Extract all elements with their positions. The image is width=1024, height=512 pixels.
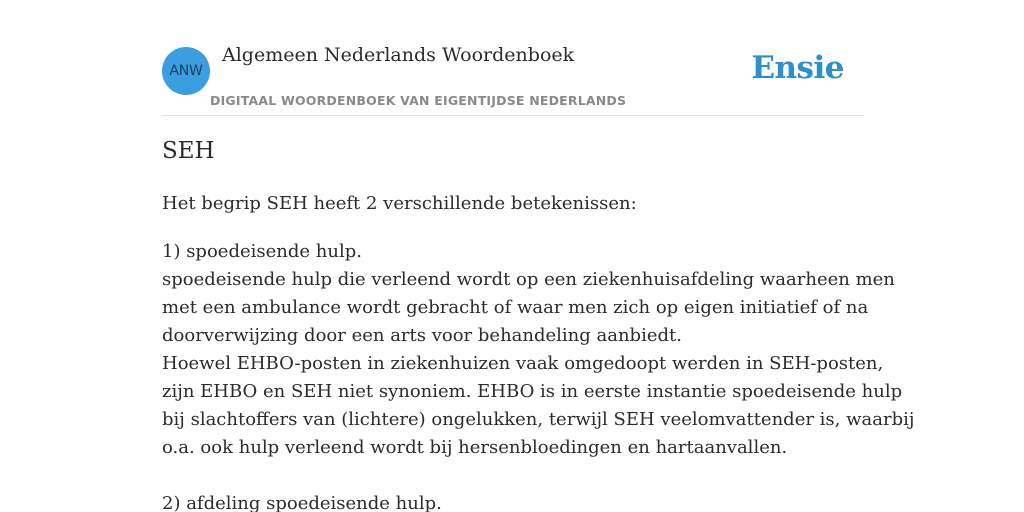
meaning-2-title: 2) afdeling spoedeisende hulp. (162, 493, 442, 512)
meaning-1-title: 1) spoedeisende hulp. (162, 241, 362, 262)
meaning-1-line: zijn EHBO en SEH niet synoniem. EHBO is in eerste instantie spoedeisende hulp (162, 381, 903, 402)
site-header (162, 0, 864, 116)
anw-logo[interactable]: ANW (162, 47, 210, 95)
meaning-1-line: met een ambulance wordt gebracht of waar men zich op eigen initiatief of na (162, 297, 869, 318)
meaning-1-line: bij slachtoffers van (lichtere) ongelukken, terwijl SEH veelomvattender is, waarbij (162, 409, 915, 430)
term-heading: SEH (162, 138, 215, 164)
meaning-1-line: doorverwijzing door een arts voor behandeling aanbiedt. (162, 325, 682, 346)
meaning-separator (162, 462, 877, 490)
content-container (162, 0, 915, 512)
meaning-1-line: Hoewel EHBO-posten in ziekenhuizen vaak omgedoopt werden in SEH-posten, (162, 353, 884, 374)
ensie-brand-link[interactable]: Ensie (751, 50, 844, 86)
meaning-1-line: o.a. ook hulp verleend wordt bij hersenbloedingen en hartaanvallen. (162, 437, 788, 458)
definitions (162, 238, 915, 512)
meanings-intro: Het begrip SEH heeft 2 verschillende betekenissen: (162, 193, 637, 214)
site-title[interactable]: Algemeen Nederlands Woordenboek (222, 44, 575, 66)
meaning-1-line: spoedeisende hulp die verleend wordt op een ziekenhuisafdeling waarheen men (162, 269, 895, 290)
site-subtitle: DIGITAAL WOORDENBOEK VAN EIGENTIJDSE NEDERLANDS (210, 93, 627, 108)
